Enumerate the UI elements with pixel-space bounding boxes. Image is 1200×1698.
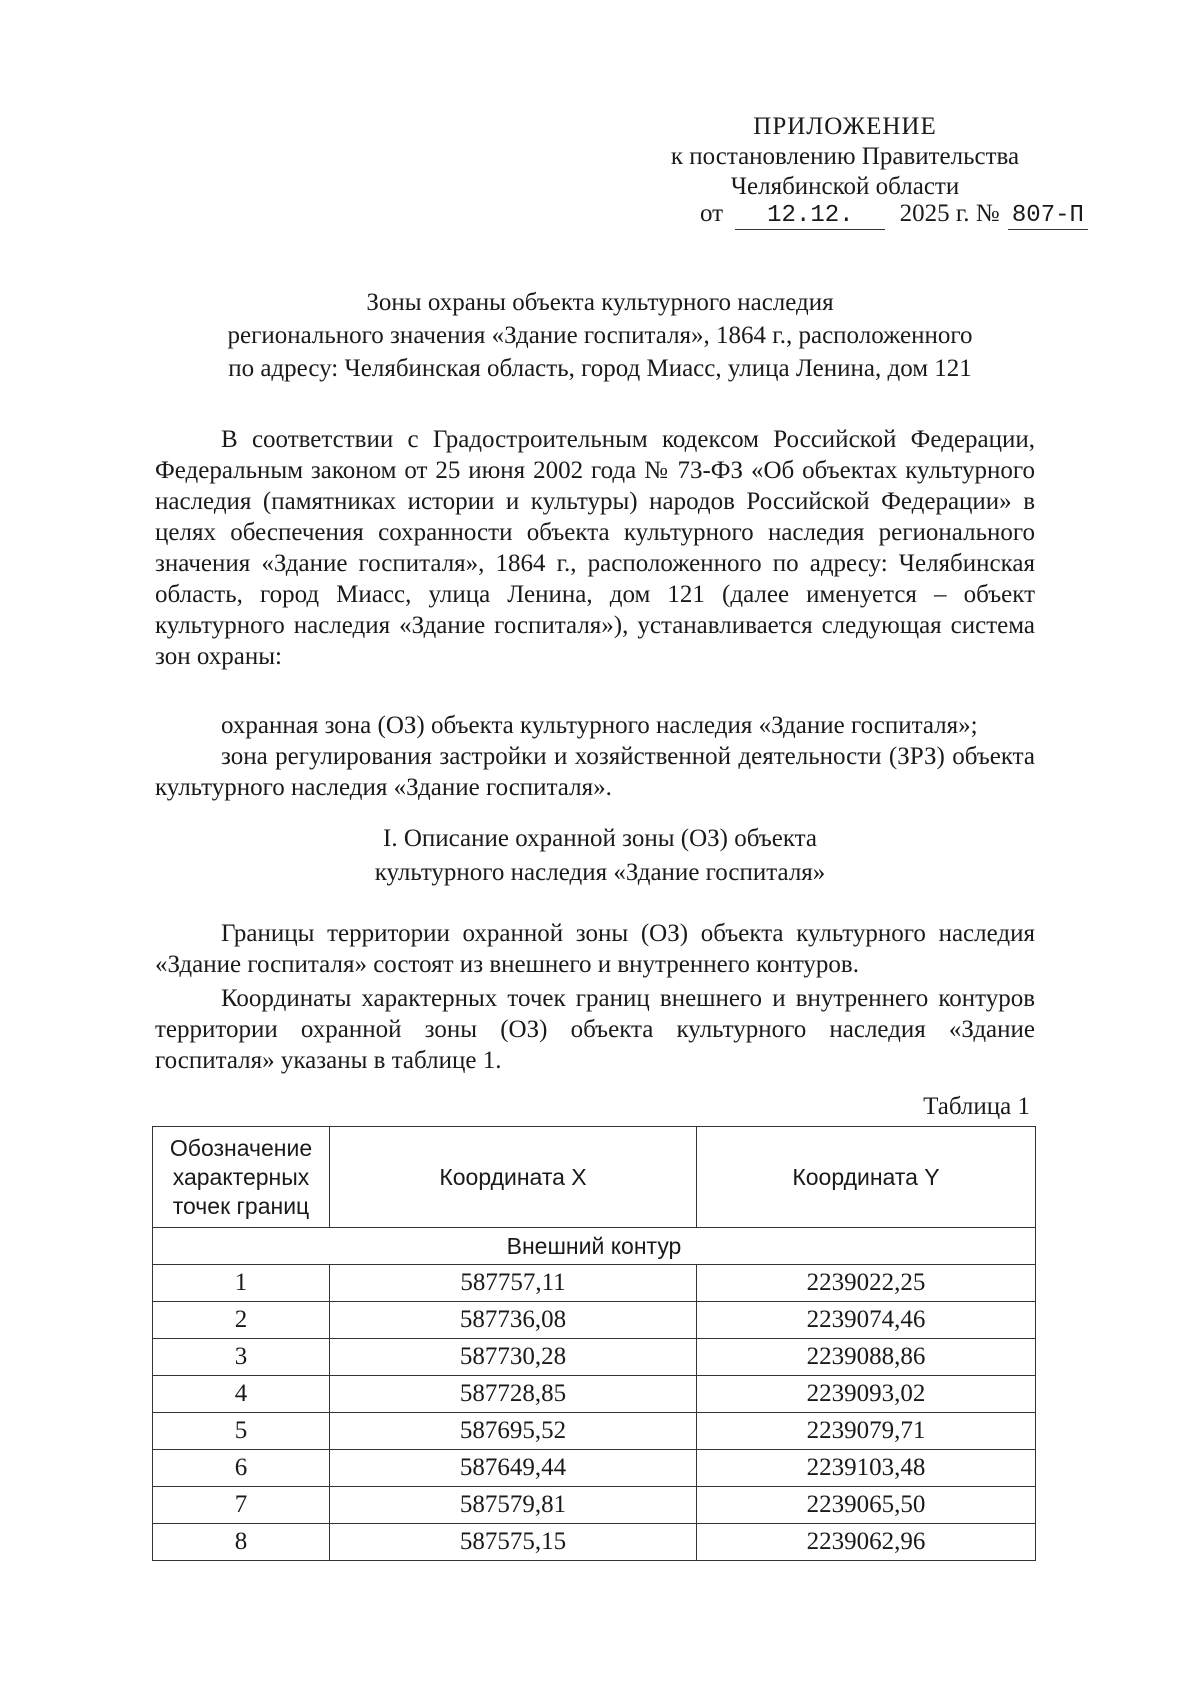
- date-prefix: от: [700, 200, 724, 227]
- title-line-2: регионального значения «Здание госпиталя», 1864 г., расположенного: [227, 322, 973, 349]
- title-line-1: Зоны охраны объекта культурного наследия: [366, 289, 834, 316]
- point-id: 1: [153, 1265, 330, 1302]
- coordinates-paragraph-block: [155, 983, 1035, 1076]
- table-row: [153, 1487, 1036, 1524]
- decree-number: 807-П: [1008, 202, 1088, 230]
- coord-x: 587736,08: [330, 1302, 697, 1339]
- table-row: [153, 1524, 1036, 1561]
- coord-y: 2239103,48: [697, 1450, 1036, 1487]
- header-coordinate-y: Координата Y: [697, 1127, 1036, 1228]
- section-title-line-2: культурного наследия «Здание госпиталя»: [374, 859, 826, 886]
- coord-x: 587695,52: [330, 1413, 697, 1450]
- table-row: [153, 1302, 1036, 1339]
- coord-x: 587649,44: [330, 1450, 697, 1487]
- group-outer-contour: Внешний контур: [153, 1228, 1036, 1265]
- appendix-line-2: Челябинской области: [730, 173, 960, 200]
- section-1-title: [150, 822, 1050, 890]
- coord-y: 2239074,46: [697, 1302, 1036, 1339]
- intro-section: [155, 424, 1035, 672]
- zone-oz-item: охранная зона (ОЗ) объекта культурного наследия «Здание госпиталя»;: [221, 712, 978, 739]
- coord-x: 587579,81: [330, 1487, 697, 1524]
- coord-x: 587730,28: [330, 1339, 697, 1376]
- decree-date: 12.12.: [735, 202, 885, 230]
- point-id: 2: [153, 1302, 330, 1339]
- coord-y: 2239062,96: [697, 1524, 1036, 1561]
- zone-zrz-item: зона регулирования застройки и хозяйственной деятельности (ЗРЗ) объекта культурного наследия «Здание госпиталя».: [155, 743, 1035, 801]
- point-id: 7: [153, 1487, 330, 1524]
- table-row: [153, 1413, 1036, 1450]
- zone-item-1: [155, 710, 1035, 741]
- coord-y: 2239093,02: [697, 1376, 1036, 1413]
- appendix-title: ПРИЛОЖЕНИЕ: [753, 113, 937, 140]
- group-row: [153, 1228, 1036, 1265]
- boundary-paragraph: Границы территории охранной зоны (ОЗ) объекта культурного наследия «Здание госпиталя» состоят из внешнего и внутреннего контуров.: [155, 920, 1035, 978]
- table-row: [153, 1265, 1036, 1302]
- decree-date-line: [700, 200, 1088, 230]
- coordinates-paragraph: Координаты характерных точек границ внешнего и внутреннего контуров территории охранной зоны (ОЗ) объекта культурного наследия «Здание госпиталя» указаны в таблице 1.: [155, 985, 1035, 1074]
- intro-paragraph: В соответствии с Градостроительным кодексом Российской Федерации, Федеральным законом от 25 июня 2002 года № 73-ФЗ «Об объектах культурного наследия (памятниках истории и культуры) народов Российской Федерации» в целях обеспечения сохранности объекта культурного наследия регионального значения «Здание госпиталя», 1864 г., расположенного по адресу: Челябинская область, город Миасс, улица Ленина, дом 121 (далее именуется – объект культурного наследия «Здание госпиталя»), устанавливается следующая система зон охраны:: [155, 426, 1035, 670]
- table-caption: Таблица 1: [923, 1093, 1030, 1120]
- point-id: 5: [153, 1413, 330, 1450]
- table-row: [153, 1339, 1036, 1376]
- title-line-3: по адресу: Челябинская область, город Миасс, улица Ленина, дом 121: [228, 355, 972, 382]
- coord-x: 587728,85: [330, 1376, 697, 1413]
- zone-item-2: [155, 741, 1035, 803]
- coord-y: 2239088,86: [697, 1339, 1036, 1376]
- point-id: 6: [153, 1450, 330, 1487]
- coord-x: 587575,15: [330, 1524, 697, 1561]
- header-coordinate-x: Координата X: [330, 1127, 697, 1228]
- appendix-line-1: к постановлению Правительства: [670, 143, 1020, 170]
- coord-y: 2239022,25: [697, 1265, 1036, 1302]
- table-header-row: [153, 1127, 1036, 1228]
- point-id: 4: [153, 1376, 330, 1413]
- point-id: 8: [153, 1524, 330, 1561]
- boundary-paragraph-block: [155, 918, 1035, 980]
- header-point-designation: Обозначение характерных точек границ: [153, 1127, 330, 1228]
- coordinates-table: [152, 1126, 1036, 1561]
- coord-y: 2239065,50: [697, 1487, 1036, 1524]
- table-row: [153, 1450, 1036, 1487]
- point-id: 3: [153, 1339, 330, 1376]
- coord-y: 2239079,71: [697, 1413, 1036, 1450]
- table-row: [153, 1376, 1036, 1413]
- decree-year-label: 2025 г. №: [899, 200, 1000, 227]
- appendix-header: [660, 112, 1030, 202]
- document-title: [150, 286, 1050, 385]
- coord-x: 587757,11: [330, 1265, 697, 1302]
- section-title-line-1: I. Описание охранной зоны (ОЗ) объекта: [383, 825, 817, 852]
